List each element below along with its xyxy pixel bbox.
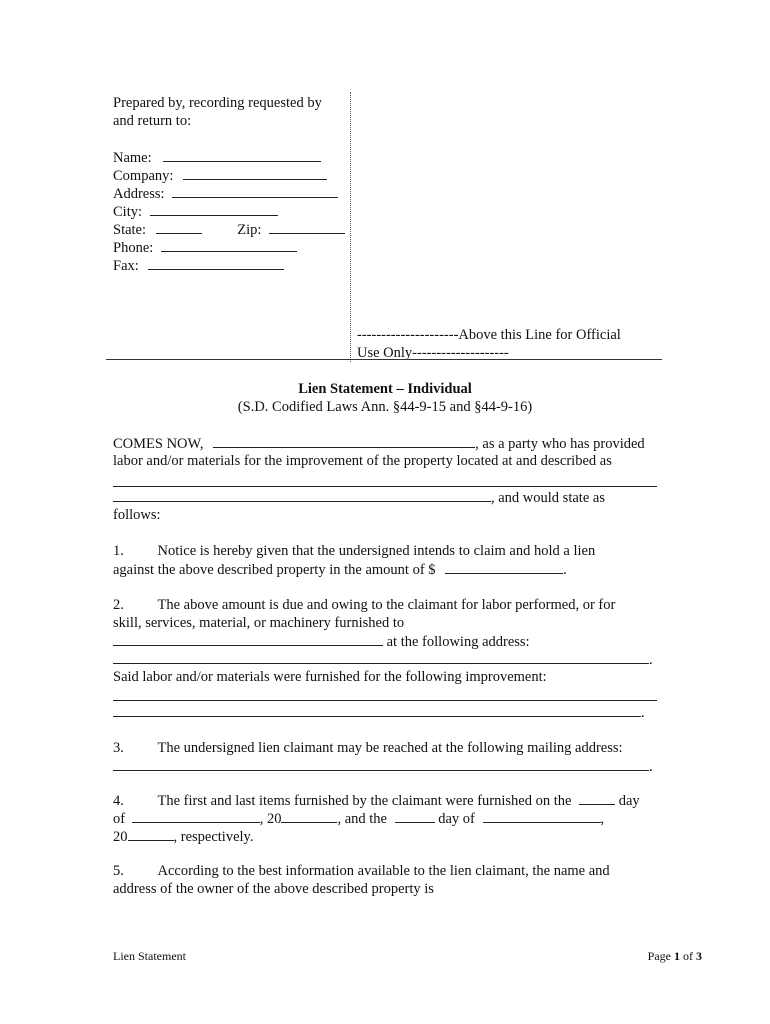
phone-field[interactable] bbox=[161, 238, 297, 252]
item2-row3 bbox=[113, 632, 530, 651]
comes-now-row bbox=[113, 434, 645, 453]
item1-number: 1. bbox=[113, 543, 124, 559]
item2-address-row bbox=[113, 650, 653, 669]
item5-row1 bbox=[113, 862, 610, 880]
item4-comma: , bbox=[600, 811, 605, 827]
item4-row2 bbox=[113, 809, 604, 828]
would-state-row bbox=[113, 488, 605, 507]
furnished-to-field[interactable] bbox=[113, 632, 383, 646]
official-use-line2: Use Only-------------------- bbox=[357, 345, 509, 361]
item4-row3 bbox=[113, 827, 253, 846]
header-horizontal-rule bbox=[106, 359, 662, 360]
phone-row bbox=[113, 238, 297, 257]
item4-row1 bbox=[113, 791, 640, 810]
page-of: of bbox=[680, 949, 696, 963]
item2-address-period: . bbox=[649, 652, 653, 668]
item2-text4: Said labor and/or materials were furnished for the following improvement: bbox=[113, 669, 547, 685]
improvement-row2 bbox=[113, 703, 645, 722]
last-year-field[interactable] bbox=[128, 827, 174, 841]
item1-row2 bbox=[113, 560, 567, 579]
page-total: 3 bbox=[696, 949, 702, 963]
address-row bbox=[113, 184, 338, 203]
item4-respectively: , respectively. bbox=[173, 829, 254, 845]
first-day-field[interactable] bbox=[579, 791, 615, 805]
phone-label: Phone: bbox=[113, 240, 154, 256]
company-label: Company: bbox=[113, 168, 174, 184]
footer-doc-name: Lien Statement bbox=[113, 949, 186, 963]
page-current: 1 bbox=[674, 949, 680, 963]
intro-line2: labor and/or materials for the improvement of the property located at and described as bbox=[113, 453, 612, 469]
state-zip-row bbox=[113, 220, 345, 239]
city-field[interactable] bbox=[150, 202, 278, 216]
item2-row1 bbox=[113, 596, 615, 614]
improvement-line1[interactable] bbox=[113, 700, 657, 701]
item2-text1: The above amount is due and owing to the claimant for labor performed, or for bbox=[157, 597, 616, 613]
item3-row1 bbox=[113, 739, 623, 757]
would-state-text: , and would state as bbox=[491, 490, 605, 506]
as-party-text: , as a party who has provided bbox=[475, 436, 645, 452]
follows-text: follows: bbox=[113, 507, 161, 523]
address-field[interactable] bbox=[172, 184, 338, 198]
prepared-by-line2: and return to: bbox=[113, 113, 192, 129]
improvement-field2[interactable] bbox=[113, 703, 641, 717]
state-field[interactable] bbox=[156, 220, 202, 234]
fax-label: Fax: bbox=[113, 258, 139, 274]
city-label: City: bbox=[113, 204, 143, 220]
last-month-field[interactable] bbox=[483, 809, 601, 823]
company-row bbox=[113, 166, 327, 185]
item3-period: . bbox=[649, 759, 653, 775]
item3-address-row bbox=[113, 757, 653, 776]
furnished-address-field[interactable] bbox=[113, 650, 649, 664]
item1-row1 bbox=[113, 542, 595, 560]
city-row bbox=[113, 202, 278, 221]
property-description-field2[interactable] bbox=[113, 488, 491, 502]
fax-row bbox=[113, 256, 284, 275]
header-vertical-divider bbox=[350, 92, 351, 362]
item4-and-the: , and the bbox=[337, 811, 387, 827]
item3-text1: The undersigned lien claimant may be reached at the following mailing address: bbox=[157, 740, 623, 756]
lien-amount-field[interactable] bbox=[445, 560, 563, 574]
party-name-field[interactable] bbox=[213, 434, 475, 448]
prepared-by-line1: Prepared by, recording requested by bbox=[113, 95, 322, 111]
document-title: Lien Statement – Individual bbox=[298, 381, 472, 397]
name-row bbox=[113, 148, 321, 167]
official-use-line1: ---------------------Above this Line for Official bbox=[357, 327, 621, 343]
item1-text2: against the above described property in the amount of $ bbox=[113, 562, 436, 578]
zip-label: Zip: bbox=[237, 222, 262, 238]
item1-period: . bbox=[563, 562, 567, 578]
name-field[interactable] bbox=[163, 148, 321, 162]
first-month-field[interactable] bbox=[132, 809, 260, 823]
page-prefix: Page bbox=[647, 949, 674, 963]
item1-text1: Notice is hereby given that the undersigned intends to claim and hold a lien bbox=[157, 543, 596, 559]
item4-of: of bbox=[113, 811, 126, 827]
item5-number: 5. bbox=[113, 863, 124, 879]
property-description-line1[interactable] bbox=[113, 486, 657, 487]
last-day-field[interactable] bbox=[395, 809, 435, 823]
item4-text1: The first and last items furnished by the claimant were furnished on the bbox=[157, 793, 572, 809]
item4-day: day bbox=[618, 793, 640, 809]
item4-number: 4. bbox=[113, 793, 124, 809]
name-label: Name: bbox=[113, 150, 152, 166]
claimant-address-field[interactable] bbox=[113, 757, 649, 771]
state-label: State: bbox=[113, 222, 147, 238]
zip-field[interactable] bbox=[269, 220, 345, 234]
item2-number: 2. bbox=[113, 597, 124, 613]
first-year-field[interactable] bbox=[281, 809, 337, 823]
address-label: Address: bbox=[113, 186, 165, 202]
footer-page-number bbox=[648, 947, 702, 965]
fax-field[interactable] bbox=[148, 256, 284, 270]
item5-text2: address of the owner of the above described property is bbox=[113, 881, 434, 897]
item3-number: 3. bbox=[113, 740, 124, 756]
item4-day-of: day of bbox=[438, 811, 475, 827]
company-field[interactable] bbox=[183, 166, 327, 180]
comes-now-text: COMES NOW, bbox=[113, 436, 204, 452]
item2-text3: at the following address: bbox=[386, 634, 530, 650]
item4-20: , 20 bbox=[259, 811, 282, 827]
item5-text1: According to the best information available to the lien claimant, the name and bbox=[157, 863, 610, 879]
improvement-period: . bbox=[641, 705, 645, 721]
document-subtitle: (S.D. Codified Laws Ann. §44-9-15 and §44-9-16) bbox=[237, 399, 533, 415]
item2-text2: skill, services, material, or machinery furnished to bbox=[113, 615, 405, 631]
item4-20b: 20 bbox=[113, 829, 128, 845]
